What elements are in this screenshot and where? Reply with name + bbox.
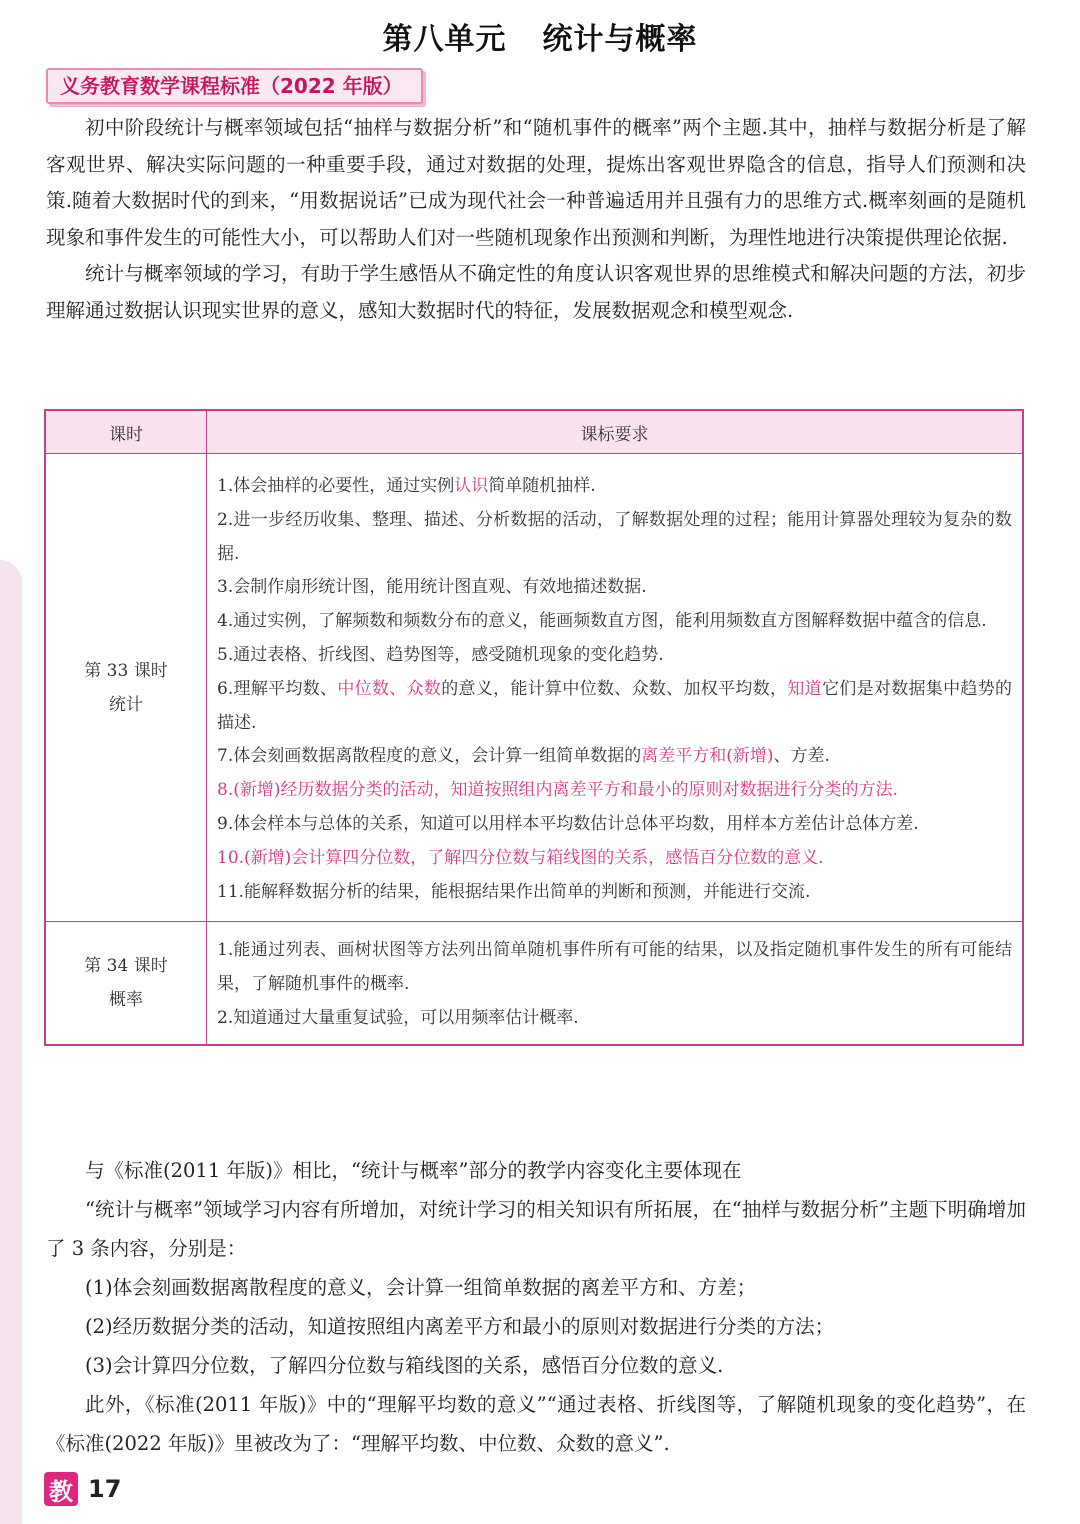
requirements-cell [207,454,1024,922]
requirement-text: 9.体会样本与总体的关系，知道可以用样本平均数估计总体平均数，用样本方差估计总体方差. [217,813,919,834]
column-header-requirements: 课标要求 [207,410,1024,454]
requirement-item [217,808,1012,842]
requirement-text: 1.体会抽样的必要性，通过实例 [217,476,455,496]
requirement-item [217,774,1012,808]
column-header-lesson: 课时 [45,410,207,454]
table-row [45,454,1023,922]
intro-section [46,110,1026,329]
requirement-item [217,740,1012,774]
requirement-item [217,639,1012,673]
requirement-item [217,571,1012,605]
intro-paragraph-2: 统计与概率领域的学习，有助于学生感悟从不确定性的角度认识客观世界的思维模式和解决问题的方法，初步理解通过数据认识现实世界的意义，感知大数据时代的特征，发展数据观念和模型观念. [46,262,1026,322]
comparison-section [46,1151,1026,1463]
requirement-item [217,470,1012,504]
requirement-text: 6.理解平均数、 [217,678,338,699]
intro-paragraph-1: 初中阶段统计与概率领域包括“抽样与数据分析”和“随机事件的概率”两个主题.其中，抽样与数据分析是了解客观世界、解决实际问题的一种重要手段，通过对数据的处理，提炼出客观世界隐含的信息，指导人们预测和决策.随着大数据时代的到来，“用数据说话”已成为现代社会一种普遍适用并且强有力的思维方式.概率刻画的是随机现象和事件发生的可能性大小，可以帮助人们对一些随机现象作出预测和判断，为理性地进行决策提供理论依据. [46,116,1026,249]
requirement-item [217,842,1012,876]
requirement-item [217,876,1012,910]
requirement-text: 它们是对数据集中趋势的描述. [217,678,1013,733]
highlighted-text: 中位数、众数 [337,678,442,699]
unit-topic: 统计与概率 [542,22,698,57]
requirement-item [217,934,1012,1002]
table-row [45,922,1023,1045]
comparison-item-1: (1)体会刻画数据离散程度的意义，会计算一组简单数据的离差平方和、方差； [85,1276,757,1299]
lesson-topic: 统计 [109,694,143,715]
requirements-cell [207,922,1024,1045]
requirement-text: 3.会制作扇形统计图，能用统计图直观、有效地描述数据. [217,577,647,598]
page-number: 17 [88,1475,122,1503]
side-decoration-band [0,560,22,1524]
highlighted-text: 8.(新增)经历数据分类的活动，知道按照组内离差平方和最小的原则对数据进行分类的方法. [217,780,898,801]
comparison-closing: 此外，《标准(2011 年版)》中的“理解平均数的意义”“通过表格、折线图等，了解随机现象的变化趋势”，在《标准(2022 年版)》里被改为了：“理解平均数、中位数、众数的意义”. [46,1393,1026,1455]
highlighted-text: 10.(新增)会计算四分位数，了解四分位数与箱线图的关系，感悟百分位数的意义. [217,847,824,868]
lesson-number: 第 34 课时 [84,956,168,977]
highlighted-text: 知道 [787,678,822,699]
unit-label: 第八单元 [382,22,507,57]
requirement-text: 简单随机抽样. [488,476,596,496]
requirement-text: 7.体会刻画数据离散程度的意义，会计算一组简单数据的 [217,746,642,767]
requirement-item [217,1002,1012,1036]
requirement-text: 的意义，能计算中位数、众数、加权平均数， [441,678,788,699]
highlighted-text: 离差平方和(新增) [641,746,774,767]
requirement-item [217,504,1012,572]
page-title [0,14,1080,58]
comparison-paragraph: “统计与概率”领域学习内容有所增加，对统计学习的相关知识有所拓展，在“抽样与数据分析”主题下明确增加了 3 条内容，分别是： [46,1198,1026,1260]
requirement-text: 1.能通过列表、画树状图等方法列出简单随机事件所有可能的结果，以及指定随机事件发生的所有可能结果，了解随机事件的概率. [217,940,1012,995]
comparison-lead: 与《标准(2011 年版)》相比，“统计与概率”部分的教学内容变化主要体现在 [85,1159,742,1182]
table-header-row [45,410,1023,454]
curriculum-requirements-table [44,409,1024,1046]
lesson-cell [45,922,207,1045]
lesson-cell [45,454,207,922]
lesson-number: 第 33 课时 [84,660,168,681]
comparison-item-3: (3)会计算四分位数，了解四分位数与箱线图的关系，感悟百分位数的意义. [85,1354,724,1377]
teaching-mark-icon: 教 [44,1472,78,1506]
requirement-text: 4.通过实例，了解频数和频数分布的意义，能画频数直方图，能利用频数直方图解释数据中蕴含的信息. [217,611,987,632]
highlighted-text: 认识 [454,476,489,496]
requirement-text: 2.知道通过大量重复试验，可以用频率估计概率. [217,1007,579,1028]
requirement-item [217,673,1012,741]
requirement-text: 2.进一步经历收集、整理、描述、分析数据的活动，了解数据处理的过程；能用计算器处理较为复杂的数据. [217,509,1012,564]
page-footer [44,1472,121,1506]
requirement-item [217,605,1012,639]
lesson-topic: 概率 [109,990,143,1011]
requirement-text: 11.能解释数据分析的结果，能根据结果作出简单的判断和预测，并能进行交流. [217,881,811,902]
curriculum-standard-badge: 义务教育数学课程标准（2022 年版） [46,68,423,104]
requirement-text: 5.通过表格、折线图、趋势图等，感受随机现象的变化趋势. [217,644,664,665]
comparison-item-2: (2)经历数据分类的活动，知道按照组内离差平方和最小的原则对数据进行分类的方法； [85,1315,835,1338]
requirement-text: 、方差. [773,746,830,767]
